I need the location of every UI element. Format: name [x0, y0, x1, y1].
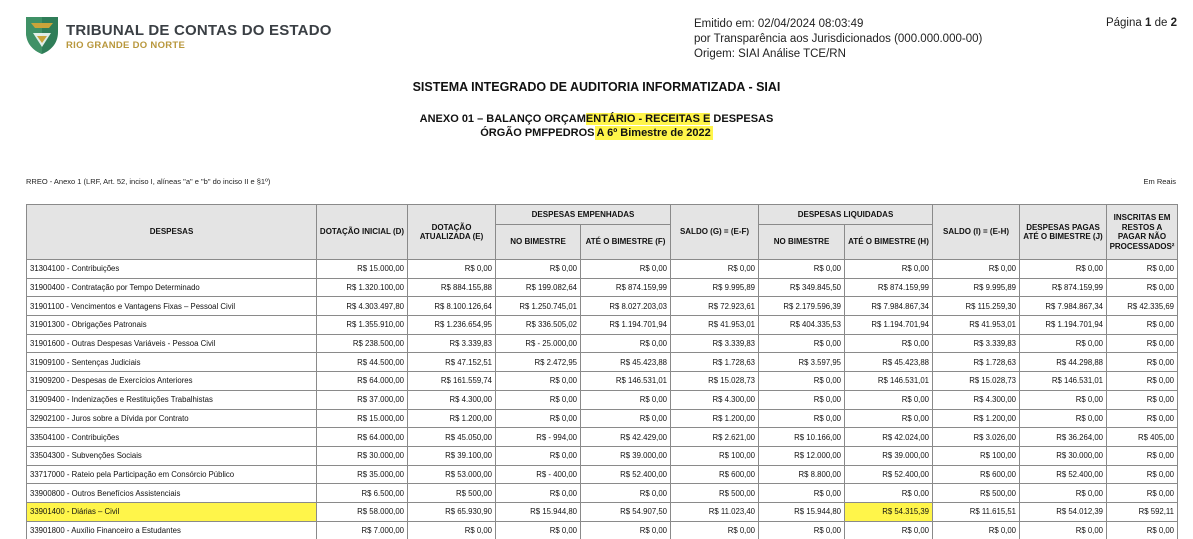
table-row — [27, 372, 1178, 391]
cell-emp-ate-bimestre: R$ 45.423,88 — [581, 353, 671, 372]
cell-liq-no-bimestre: R$ 10.166,00 — [759, 428, 845, 447]
cell-pagas: R$ 0,00 — [1020, 334, 1107, 353]
cell-pagas: R$ 36.264,00 — [1020, 428, 1107, 447]
cell-emp-no-bimestre: R$ 0,00 — [496, 390, 581, 409]
cell-liq-no-bimestre: R$ 0,00 — [759, 334, 845, 353]
cell-emp-no-bimestre: R$ 0,00 — [496, 446, 581, 465]
row-description: 33717000 - Rateio pela Participação em Consórcio Público — [27, 465, 317, 484]
cell-dotacao-atualizada: R$ 500,00 — [408, 484, 496, 503]
system-title: SISTEMA INTEGRADO DE AUDITORIA INFORMATIZADA - SIAI — [412, 80, 781, 94]
row-description: 33504100 - Contribuições — [27, 428, 317, 447]
cell-emp-no-bimestre: R$ 0,00 — [496, 484, 581, 503]
org-name: TRIBUNAL DE CONTAS DO ESTADO — [66, 22, 332, 39]
cell-liq-no-bimestre: R$ 404.335,53 — [759, 316, 845, 335]
cell-emp-ate-bimestre: R$ 8.027.203,03 — [581, 297, 671, 316]
cell-saldo-g: R$ 41.953,01 — [671, 316, 759, 335]
row-description: 33901800 - Auxílio Financeiro a Estudantes — [27, 521, 317, 539]
cell-dotacao-inicial: R$ 15.000,00 — [317, 260, 408, 279]
cell-saldo-i: R$ 9.995,89 — [933, 278, 1020, 297]
cell-emp-no-bimestre: R$ 0,00 — [496, 521, 581, 539]
cell-dotacao-inicial: R$ 64.000,00 — [317, 372, 408, 391]
cell-pagas: R$ 30.000,00 — [1020, 446, 1107, 465]
cell-inscritas: R$ 0,00 — [1107, 409, 1178, 428]
cell-liq-ate-bimestre: R$ 45.423,88 — [845, 353, 933, 372]
cell-emp-ate-bimestre: R$ 1.194.701,94 — [581, 316, 671, 335]
cell-dotacao-atualizada: R$ 0,00 — [408, 260, 496, 279]
cell-dotacao-atualizada: R$ 47.152,51 — [408, 353, 496, 372]
cell-dotacao-inicial: R$ 1.355.910,00 — [317, 316, 408, 335]
page-prefix: Página — [1105, 17, 1142, 29]
cell-liq-ate-bimestre: R$ 1.194.701,94 — [845, 316, 933, 335]
cell-liq-no-bimestre: R$ 2.179.596,39 — [759, 297, 845, 316]
cell-pagas: R$ 0,00 — [1020, 390, 1107, 409]
cell-saldo-g: R$ 500,00 — [671, 484, 759, 503]
cell-inscritas: R$ 0,00 — [1107, 465, 1178, 484]
cell-emp-no-bimestre: R$ - 400,00 — [496, 465, 581, 484]
cell-emp-ate-bimestre: R$ 0,00 — [581, 390, 671, 409]
cell-saldo-g: R$ 11.023,40 — [671, 502, 759, 521]
cell-saldo-g: R$ 100,00 — [671, 446, 759, 465]
page-number — [1106, 17, 1177, 29]
cell-pagas: R$ 874.159,99 — [1020, 278, 1107, 297]
cell-inscritas: R$ 0,00 — [1107, 353, 1178, 372]
cell-emp-no-bimestre: R$ 0,00 — [496, 260, 581, 279]
cell-liq-no-bimestre: R$ 15.944,80 — [759, 502, 845, 521]
page-current: 1 — [1144, 17, 1152, 29]
row-description: 32902100 - Juros sobre a Dívida por Contrato — [27, 409, 317, 428]
cell-pagas: R$ 44.298,88 — [1020, 353, 1107, 372]
cell-pagas: R$ 52.400,00 — [1020, 465, 1107, 484]
row-description: 31901100 - Vencimentos e Vantagens Fixas – Pessoal Civil — [27, 297, 317, 316]
table-row — [27, 409, 1178, 428]
page-total: 2 — [1170, 17, 1177, 29]
cell-emp-ate-bimestre: R$ 0,00 — [581, 521, 671, 539]
cell-inscritas: R$ 0,00 — [1107, 446, 1178, 465]
cell-dotacao-atualizada: R$ 8.100.126,64 — [408, 297, 496, 316]
cell-inscritas: R$ 592,11 — [1107, 502, 1178, 521]
row-description: 33901400 - Diárias – Civil — [27, 502, 317, 521]
cell-saldo-g: R$ 1.728,63 — [671, 353, 759, 372]
header-ate-bimestre-f: ATÉ O BIMESTRE (F) — [581, 225, 671, 260]
table-row — [27, 446, 1178, 465]
emitted-date: Emitido em: 02/04/2024 08:03:49 — [694, 18, 864, 30]
annex-title — [0, 112, 1193, 140]
rreo-reference: RREO - Anexo 1 (LRF, Art. 52, inciso I, alíneas "a" e "b" do inciso II e §1º) — [26, 177, 271, 186]
cell-saldo-i: R$ 11.615,51 — [933, 502, 1020, 521]
tce-shield-logo-icon — [22, 14, 62, 56]
header-liquidadas: DESPESAS LIQUIDADAS — [759, 205, 933, 225]
row-description: 31901600 - Outras Despesas Variáveis - Pessoa Civil — [27, 334, 317, 353]
header-empenhadas: DESPESAS EMPENHADAS — [496, 205, 671, 225]
cell-emp-no-bimestre: R$ 0,00 — [496, 372, 581, 391]
cell-dotacao-atualizada: R$ 39.100,00 — [408, 446, 496, 465]
cell-liq-ate-bimestre: R$ 874.159,99 — [845, 278, 933, 297]
table-row — [27, 484, 1178, 503]
cell-dotacao-atualizada: R$ 884.155,88 — [408, 278, 496, 297]
row-description: 33504300 - Subvenções Sociais — [27, 446, 317, 465]
cell-saldo-g: R$ 15.028,73 — [671, 372, 759, 391]
cell-inscritas: R$ 42.335,69 — [1107, 297, 1178, 316]
table-row — [27, 260, 1178, 279]
cell-emp-ate-bimestre: R$ 0,00 — [581, 334, 671, 353]
cell-inscritas: R$ 0,00 — [1107, 372, 1178, 391]
cell-liq-ate-bimestre: R$ 39.000,00 — [845, 446, 933, 465]
cell-saldo-i: R$ 41.953,01 — [933, 316, 1020, 335]
cell-pagas: R$ 0,00 — [1020, 521, 1107, 539]
expenses-table — [26, 204, 1178, 539]
cell-inscritas: R$ 0,00 — [1107, 278, 1178, 297]
cell-pagas: R$ 0,00 — [1020, 260, 1107, 279]
cell-liq-no-bimestre: R$ 12.000,00 — [759, 446, 845, 465]
cell-dotacao-inicial: R$ 64.000,00 — [317, 428, 408, 447]
cell-saldo-g: R$ 72.923,61 — [671, 297, 759, 316]
cell-dotacao-inicial: R$ 15.000,00 — [317, 409, 408, 428]
cell-dotacao-atualizada: R$ 3.339,83 — [408, 334, 496, 353]
emission-info — [694, 17, 982, 62]
cell-emp-ate-bimestre: R$ 0,00 — [581, 260, 671, 279]
cell-inscritas: R$ 0,00 — [1107, 484, 1178, 503]
cell-pagas: R$ 146.531,01 — [1020, 372, 1107, 391]
cell-liq-ate-bimestre: R$ 0,00 — [845, 484, 933, 503]
cell-liq-ate-bimestre: R$ 146.531,01 — [845, 372, 933, 391]
cell-liq-no-bimestre: R$ 0,00 — [759, 484, 845, 503]
cell-emp-ate-bimestre: R$ 0,00 — [581, 409, 671, 428]
cell-saldo-i: R$ 115.259,30 — [933, 297, 1020, 316]
table-row — [27, 521, 1178, 539]
annex-part-3: DESPESAS — [710, 113, 774, 125]
cell-liq-no-bimestre: R$ 0,00 — [759, 409, 845, 428]
header-dotacao-atualizada: DOTAÇÃO ATUALIZADA (E) — [408, 205, 496, 260]
cell-saldo-g: R$ 3.339,83 — [671, 334, 759, 353]
cell-liq-ate-bimestre: R$ 0,00 — [845, 390, 933, 409]
cell-dotacao-inicial: R$ 7.000,00 — [317, 521, 408, 539]
cell-saldo-i: R$ 0,00 — [933, 260, 1020, 279]
organ-part-2: A 6º Bimestre de 2022 — [596, 127, 711, 139]
cell-emp-ate-bimestre: R$ 54.907,50 — [581, 502, 671, 521]
cell-dotacao-inicial: R$ 1.320.100,00 — [317, 278, 408, 297]
cell-saldo-i: R$ 500,00 — [933, 484, 1020, 503]
cell-inscritas: R$ 0,00 — [1107, 521, 1178, 539]
header-inscritas: INSCRITAS EM RESTOS A PAGAR NÃO PROCESSADOS² — [1107, 205, 1178, 260]
table-row — [27, 428, 1178, 447]
cell-liq-ate-bimestre: R$ 0,00 — [845, 409, 933, 428]
cell-emp-no-bimestre: R$ 1.250.745,01 — [496, 297, 581, 316]
cell-dotacao-inicial: R$ 30.000,00 — [317, 446, 408, 465]
page-of: de — [1154, 17, 1168, 29]
cell-pagas: R$ 1.194.701,94 — [1020, 316, 1107, 335]
header-ate-bimestre-h: ATÉ O BIMESTRE (H) — [845, 225, 933, 260]
cell-saldo-i: R$ 100,00 — [933, 446, 1020, 465]
cell-dotacao-atualizada: R$ 1.200,00 — [408, 409, 496, 428]
header-dotacao-inicial: DOTAÇÃO INICIAL (D) — [317, 205, 408, 260]
organ-line — [0, 126, 1193, 140]
cell-saldo-i: R$ 3.026,00 — [933, 428, 1020, 447]
cell-saldo-i: R$ 1.200,00 — [933, 409, 1020, 428]
annex-part-2: ENTÁRIO - RECEITAS E — [585, 113, 711, 125]
cell-dotacao-atualizada: R$ 45.050,00 — [408, 428, 496, 447]
cell-inscritas: R$ 0,00 — [1107, 390, 1178, 409]
row-description: 31304100 - Contribuições — [27, 260, 317, 279]
table-row — [27, 297, 1178, 316]
cell-liq-no-bimestre: R$ 0,00 — [759, 390, 845, 409]
cell-liq-ate-bimestre: R$ 0,00 — [845, 334, 933, 353]
cell-emp-ate-bimestre: R$ 146.531,01 — [581, 372, 671, 391]
cell-pagas: R$ 7.984.867,34 — [1020, 297, 1107, 316]
table-row — [27, 278, 1178, 297]
annex-line — [0, 112, 1193, 126]
org-subtitle: RIO GRANDE DO NORTE — [66, 40, 186, 51]
cell-saldo-i: R$ 15.028,73 — [933, 372, 1020, 391]
currency-note: Em Reais — [1143, 177, 1176, 186]
emitted-by: por Transparência aos Jurisdicionados (000.000.000-00) — [694, 33, 983, 45]
cell-dotacao-atualizada: R$ 161.559,74 — [408, 372, 496, 391]
cell-saldo-i: R$ 1.728,63 — [933, 353, 1020, 372]
cell-emp-no-bimestre: R$ 336.505,02 — [496, 316, 581, 335]
header-saldo-g: SALDO (G) = (E-F) — [671, 205, 759, 260]
cell-liq-no-bimestre: R$ 0,00 — [759, 372, 845, 391]
cell-pagas: R$ 54.012,39 — [1020, 502, 1107, 521]
table-row-highlighted — [27, 502, 1178, 521]
table-row — [27, 353, 1178, 372]
cell-saldo-g: R$ 600,00 — [671, 465, 759, 484]
cell-liq-no-bimestre: R$ 0,00 — [759, 521, 845, 539]
header-despesas: DESPESAS — [27, 205, 317, 260]
cell-saldo-i: R$ 3.339,83 — [933, 334, 1020, 353]
cell-dotacao-inicial: R$ 4.303.497,80 — [317, 297, 408, 316]
cell-inscritas: R$ 0,00 — [1107, 334, 1178, 353]
cell-liq-no-bimestre: R$ 3.597,95 — [759, 353, 845, 372]
cell-emp-no-bimestre: R$ 2.472,95 — [496, 353, 581, 372]
table-row — [27, 334, 1178, 353]
cell-saldo-g: R$ 9.995,89 — [671, 278, 759, 297]
cell-liq-no-bimestre: R$ 0,00 — [759, 260, 845, 279]
cell-dotacao-atualizada: R$ 53.000,00 — [408, 465, 496, 484]
cell-liq-ate-bimestre: R$ 42.024,00 — [845, 428, 933, 447]
cell-emp-ate-bimestre: R$ 39.000,00 — [581, 446, 671, 465]
cell-liq-ate-bimestre-highlighted: R$ 54.315,39 — [845, 502, 933, 521]
cell-inscritas: R$ 0,00 — [1107, 316, 1178, 335]
cell-emp-no-bimestre: R$ - 25.000,00 — [496, 334, 581, 353]
cell-pagas: R$ 0,00 — [1020, 484, 1107, 503]
header-pagas: DESPESAS PAGAS ATÉ O BIMESTRE (J) — [1020, 205, 1107, 260]
cell-dotacao-inicial: R$ 35.000,00 — [317, 465, 408, 484]
cell-dotacao-inicial: R$ 37.000,00 — [317, 390, 408, 409]
cell-dotacao-inicial: R$ 44.500,00 — [317, 353, 408, 372]
cell-saldo-g: R$ 2.621,00 — [671, 428, 759, 447]
cell-emp-no-bimestre: R$ 0,00 — [496, 409, 581, 428]
header-no-bimestre-emp: NO BIMESTRE — [496, 225, 581, 260]
cell-saldo-g: R$ 0,00 — [671, 521, 759, 539]
row-description: 31900400 - Contratação por Tempo Determinado — [27, 278, 317, 297]
expenses-table-body — [27, 260, 1178, 539]
cell-emp-no-bimestre: R$ - 994,00 — [496, 428, 581, 447]
annex-part-1: ANEXO 01 – BALANÇO ORÇAM — [419, 113, 586, 125]
cell-emp-no-bimestre: R$ 199.082,64 — [496, 278, 581, 297]
cell-liq-ate-bimestre: R$ 52.400,00 — [845, 465, 933, 484]
cell-dotacao-atualizada: R$ 4.300,00 — [408, 390, 496, 409]
cell-inscritas: R$ 0,00 — [1107, 260, 1178, 279]
row-description: 31909400 - Indenizações e Restituições Trabalhistas — [27, 390, 317, 409]
emission-origin: Origem: SIAI Análise TCE/RN — [694, 48, 846, 60]
cell-dotacao-inicial: R$ 238.500,00 — [317, 334, 408, 353]
row-description: 31909100 - Sentenças Judiciais — [27, 353, 317, 372]
cell-saldo-i: R$ 4.300,00 — [933, 390, 1020, 409]
header-no-bimestre-liq: NO BIMESTRE — [759, 225, 845, 260]
cell-emp-ate-bimestre: R$ 874.159,99 — [581, 278, 671, 297]
cell-dotacao-atualizada: R$ 1.236.654,95 — [408, 316, 496, 335]
cell-liq-ate-bimestre: R$ 0,00 — [845, 260, 933, 279]
cell-dotacao-atualizada: R$ 0,00 — [408, 521, 496, 539]
header-saldo-i: SALDO (I) = (E-H) — [933, 205, 1020, 260]
cell-emp-ate-bimestre: R$ 52.400,00 — [581, 465, 671, 484]
cell-saldo-i: R$ 600,00 — [933, 465, 1020, 484]
organ-part-1: ÓRGÃO PMFPEDROS — [480, 127, 595, 139]
table-row — [27, 316, 1178, 335]
cell-pagas: R$ 0,00 — [1020, 409, 1107, 428]
cell-dotacao-atualizada: R$ 65.930,90 — [408, 502, 496, 521]
cell-dotacao-inicial: R$ 6.500,00 — [317, 484, 408, 503]
table-row — [27, 465, 1178, 484]
cell-saldo-g: R$ 1.200,00 — [671, 409, 759, 428]
cell-emp-ate-bimestre: R$ 42.429,00 — [581, 428, 671, 447]
cell-dotacao-inicial: R$ 58.000,00 — [317, 502, 408, 521]
cell-liq-no-bimestre: R$ 8.800,00 — [759, 465, 845, 484]
row-description: 31909200 - Despesas de Exercícios Anteriores — [27, 372, 317, 391]
row-description: 31901300 - Obrigações Patronais — [27, 316, 317, 335]
cell-liq-ate-bimestre: R$ 7.984.867,34 — [845, 297, 933, 316]
table-row — [27, 390, 1178, 409]
cell-inscritas: R$ 405,00 — [1107, 428, 1178, 447]
cell-emp-ate-bimestre: R$ 0,00 — [581, 484, 671, 503]
cell-emp-no-bimestre: R$ 15.944,80 — [496, 502, 581, 521]
cell-saldo-i: R$ 0,00 — [933, 521, 1020, 539]
cell-liq-ate-bimestre: R$ 0,00 — [845, 521, 933, 539]
cell-saldo-g: R$ 4.300,00 — [671, 390, 759, 409]
cell-saldo-g: R$ 0,00 — [671, 260, 759, 279]
row-description: 33900800 - Outros Benefícios Assistenciais — [27, 484, 317, 503]
cell-liq-no-bimestre: R$ 349.845,50 — [759, 278, 845, 297]
